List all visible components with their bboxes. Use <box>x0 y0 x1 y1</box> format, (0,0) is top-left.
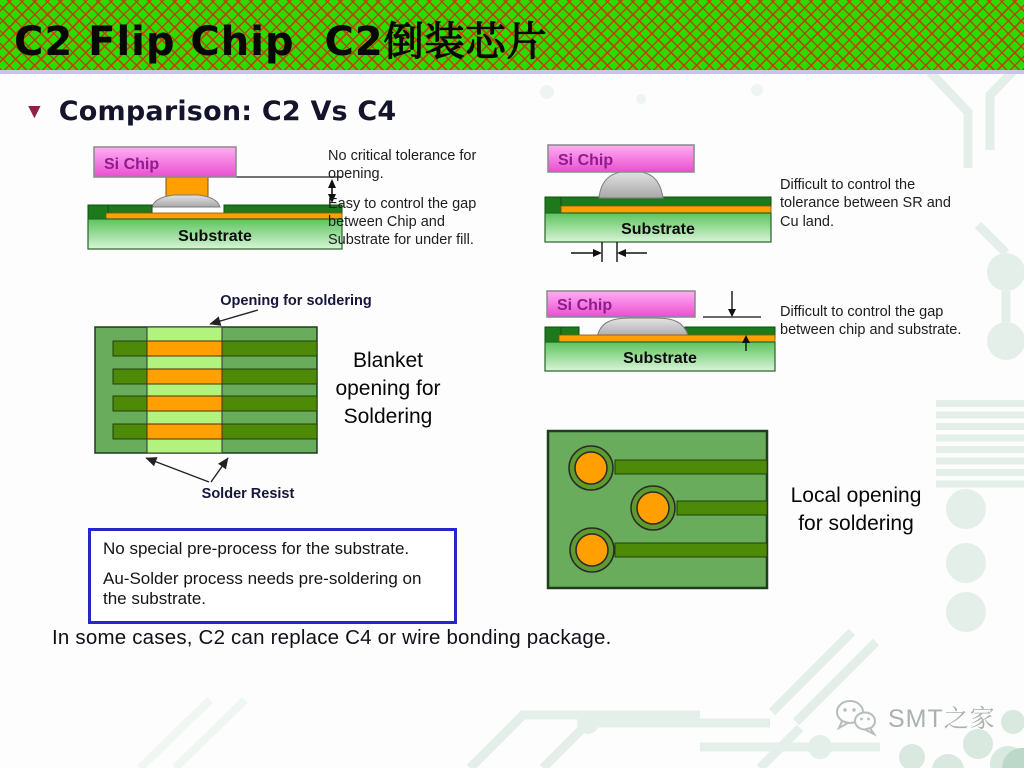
c2-gap-note <box>780 303 970 340</box>
solder-ball <box>599 171 663 198</box>
wechat-icon <box>834 697 880 737</box>
c2-note-1: No critical tolerance for opening. <box>328 148 477 183</box>
c2-gap-note-text: Difficult to control the gap between chip and substrate. <box>780 304 962 339</box>
c2-gap-cross-section-diagram <box>543 285 779 381</box>
c2-cross-section-diagram <box>86 144 356 256</box>
solder-bump <box>152 195 220 207</box>
tolerance-measurement-arrows <box>571 242 647 262</box>
watermark <box>834 697 996 737</box>
note-box-line-2: Au-Solder process needs pre-soldering on the substrate. <box>103 568 422 609</box>
slide-title-bar <box>0 0 1024 74</box>
substrate-label: Substrate <box>621 221 695 238</box>
c4-note-text: Difficult to control the tolerance between SR and Cu land. <box>780 177 951 230</box>
c4-cross-section-diagram <box>543 143 777 267</box>
si-chip-label: Si Chip <box>557 297 613 314</box>
conclusion-text: In some cases, C2 can replace C4 or wire bonding package. <box>52 626 612 649</box>
substrate-label: Substrate <box>623 350 697 367</box>
solder-resist-pointer-arrows <box>146 458 228 482</box>
section-heading <box>24 96 396 127</box>
watermark-text: SMT之家 <box>888 705 996 733</box>
c2-note-2: Easy to control the gap between Chip and Substrate for under fill. <box>328 195 477 249</box>
si-chip-label: Si Chip <box>558 152 614 169</box>
blanket-opening-caption: Blanket opening for Soldering <box>335 349 441 428</box>
slide-title: C2 Flip Chip C2倒装芯片 <box>14 19 548 65</box>
substrate-process-note-box <box>88 528 457 624</box>
opening-pointer-arrow <box>210 310 258 324</box>
section-heading-text: Comparison: C2 Vs C4 <box>58 96 397 127</box>
c4-note <box>780 176 958 231</box>
note-box-line-1: No special pre-process for the substrate. <box>103 539 410 558</box>
substrate-label: Substrate <box>178 228 252 245</box>
c2-notes <box>328 147 506 249</box>
si-chip-label: Si Chip <box>104 156 160 173</box>
copper-layer <box>559 335 775 342</box>
local-opening-diagram <box>546 429 770 591</box>
copper-layer <box>561 206 771 213</box>
opening-for-soldering-label: Opening for soldering <box>220 293 372 309</box>
triangle-bullet-icon: ▼ <box>24 100 45 123</box>
local-opening-caption: Local opening for soldering <box>790 484 922 535</box>
solder-resist-label: Solder Resist <box>201 486 295 502</box>
